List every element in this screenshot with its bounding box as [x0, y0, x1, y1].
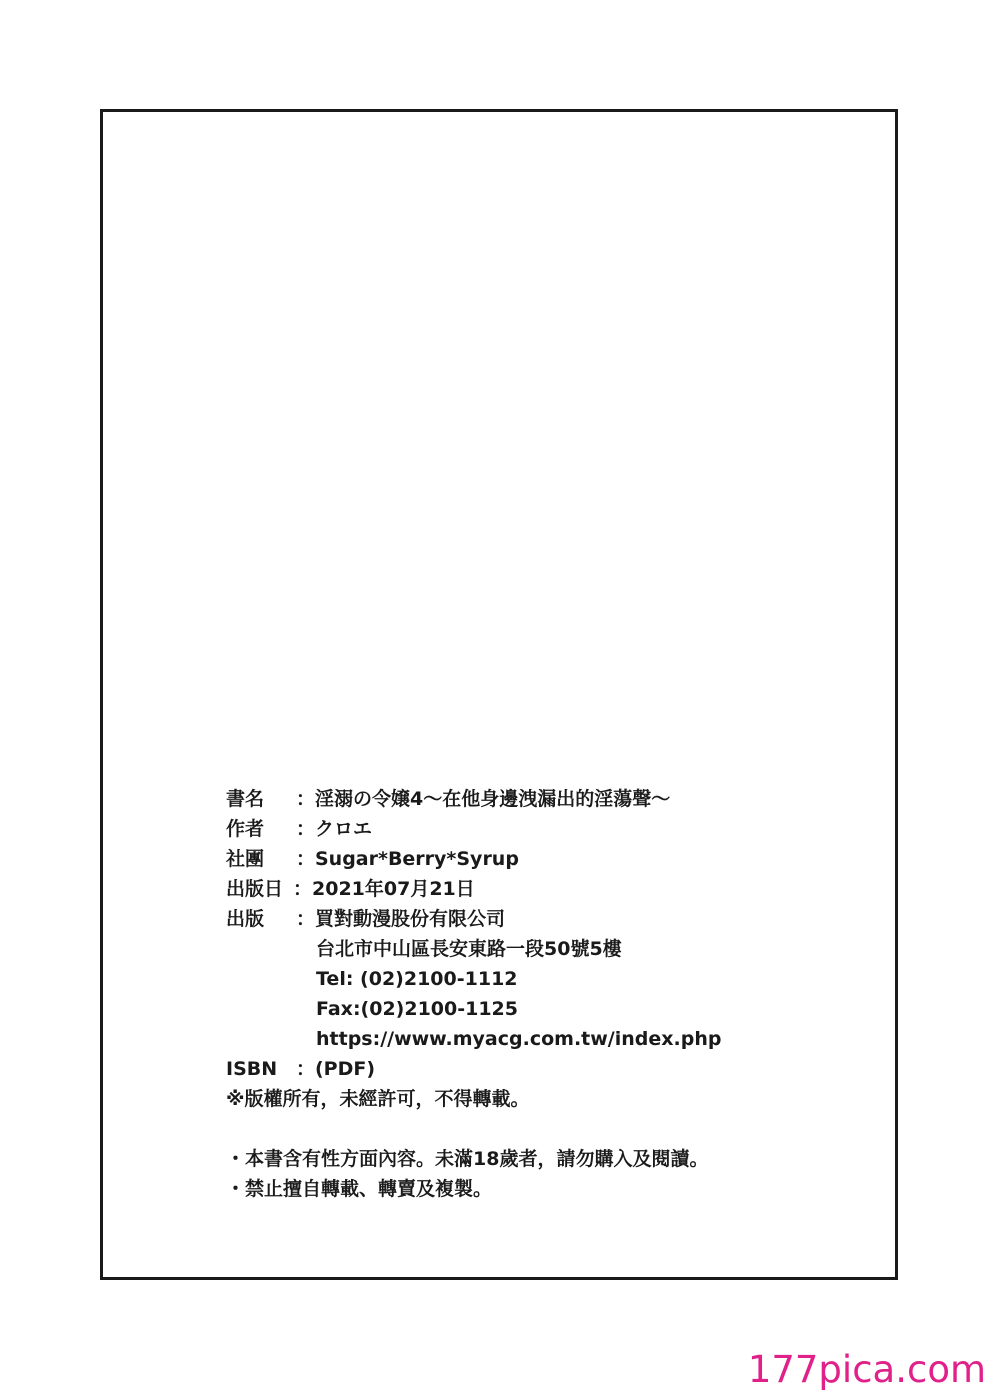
circle-label: 社團: [226, 848, 265, 870]
title-label: 書名: [226, 788, 265, 810]
fax-row: [226, 994, 846, 1024]
circle-row: [226, 844, 846, 874]
reprint-notice: ・禁止擅自轉載、轉賣及複製。: [226, 1178, 493, 1200]
publisher-value: ：買對動漫股份有限公司: [296, 908, 506, 930]
publisher-fax: Fax:(02)2100-1125: [316, 998, 518, 1020]
tel-row: [226, 964, 846, 994]
date-label: 出版日: [226, 878, 284, 900]
publisher-row: [226, 904, 846, 934]
isbn-value: ：(PDF): [296, 1058, 376, 1080]
notice-row-2: [226, 1174, 846, 1204]
title-row: [226, 784, 846, 814]
date-value: ：2021年07月21日: [293, 878, 475, 900]
isbn-row: [226, 1054, 846, 1084]
publisher-label: 出版: [226, 908, 265, 930]
rights-notice: ※版權所有，未經許可，不得轉載。: [226, 1088, 530, 1110]
isbn-label: ISBN: [226, 1058, 278, 1080]
author-row: [226, 814, 846, 844]
author-label: 作者: [226, 818, 265, 840]
publisher-address: 台北市中山區長安東路一段50號5樓: [316, 938, 622, 960]
date-row: [226, 874, 846, 904]
author-value: ：クロエ: [296, 818, 373, 840]
title-value: ：淫溺の令嬢4〜在他身邊洩漏出的淫蕩聲〜: [296, 788, 671, 810]
circle-value: ：Sugar*Berry*Syrup: [296, 848, 519, 870]
publisher-tel: Tel: (02)2100-1112: [316, 968, 518, 990]
publisher-url: https://www.myacg.com.tw/index.php: [316, 1028, 722, 1050]
spacer: [226, 1114, 846, 1144]
notice-row-1: [226, 1144, 846, 1174]
site-watermark: 177pica.com: [747, 1348, 986, 1391]
url-row: [226, 1024, 846, 1054]
rights-row: [226, 1084, 846, 1114]
age-notice: ・本書含有性方面內容。未滿18歲者，請勿購入及閱讀。: [226, 1148, 709, 1170]
address-row: [226, 934, 846, 964]
colophon: [226, 784, 846, 1204]
